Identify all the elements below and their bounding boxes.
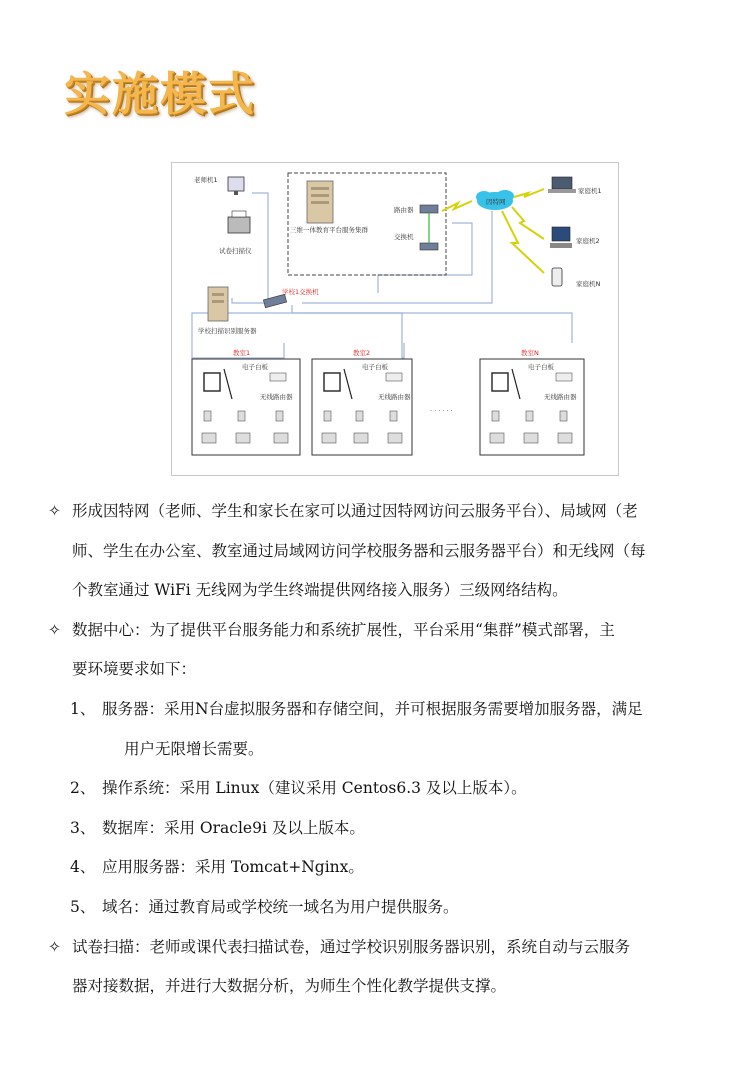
server-cluster-icon (307, 181, 333, 223)
whiteboard-label-2: 电子白板 (362, 363, 388, 371)
bullet-symbol: ✧ (48, 937, 61, 956)
wireless-label-1: 无线路由器 (260, 393, 293, 401)
switch-label: 交换机 (394, 233, 414, 241)
list-item: 3、 数据库：采用 Oracle9i 及以上版本。 (70, 818, 365, 837)
switch-icon (420, 243, 438, 250)
bullet-network: ✧ 形成因特网（老师、学生和家长在家可以通过因特网访问云服务平台）、局域网（老 师、学生在办公室、教室通过局域网访问学校服务器和云服务器平台）和无线网（每 个教室通过 WiFi 无线网为学生终端提供网络接入服务）三级网络结构。 (48, 492, 728, 611)
wireless-label-2: 无线路由器 (378, 393, 411, 401)
scanner-label: 试卷扫描仪 (219, 247, 252, 255)
list-item: 4、 应用服务器：采用 Tomcat+Nginx。 (70, 858, 364, 877)
room1-label: 教室1 (233, 349, 251, 357)
home1-label: 家庭机1 (578, 187, 602, 195)
tablet-icon (552, 268, 562, 286)
bullet-symbol: ✧ (48, 620, 61, 639)
network-diagram (171, 162, 619, 476)
scan-server-label: 学校扫描识别服务器 (198, 327, 257, 335)
bullet-scanning: ✧ 试卷扫描：老师或课代表扫描试卷，通过学校识别服务器识别，系统自动与云服务 器对接数据，并进行大数据分析，为师生个性化教学提供支撑。 (48, 928, 728, 1007)
list-item: 1、 服务器：采用N台虚拟服务器和存储空间，并可根据服务需要增加服务器，满足 用户无限增长需要。 (70, 699, 643, 758)
classroom-2 (312, 359, 412, 455)
classroom-n (480, 359, 584, 455)
home2-label: 家庭机2 (576, 237, 600, 245)
wireless-label-n: 无线路由器 (544, 393, 577, 401)
page-title: 实施模式 (64, 67, 256, 121)
room2-label: 教室2 (353, 349, 371, 357)
laptop-icon (548, 177, 576, 193)
scanner-icon (228, 211, 250, 233)
router-icon (420, 205, 438, 213)
body-text (48, 492, 728, 1007)
list-item: 5、 域名：通过教育局或学校统一域名为用户提供服务。 (70, 897, 459, 916)
school-switch-label: 学校1交换机 (282, 288, 319, 296)
teacher-pc-icon (228, 177, 244, 195)
list-item: 2、 操作系统：采用 Linux（建议采用 Centos6.3 及以上版本）。 (70, 779, 527, 798)
homeN-label: 家庭机N (576, 280, 601, 288)
whiteboard-label-n: 电子白板 (528, 363, 554, 371)
ellipsis: · · · · · · (430, 407, 453, 415)
school-switch-icon (263, 294, 286, 307)
scan-server-icon (208, 287, 228, 321)
router-label: 路由器 (394, 206, 414, 214)
desktop-icon (550, 227, 572, 248)
roomN-label: 教室N (521, 349, 539, 357)
teacher-pc-label: 老师机1 (194, 176, 218, 184)
bullet-symbol: ✧ (48, 502, 61, 520)
whiteboard-label-1: 电子白板 (242, 363, 268, 371)
bullet-datacenter: ✧ 数据中心：为了提供平台服务能力和系统扩展性，平台采用“集群”模式部署，主 要环境要求如下： (48, 611, 728, 690)
internet-label: 因特网 (486, 198, 506, 206)
classroom-1 (192, 359, 300, 455)
cluster-label: 三维一体教育平台服务集群 (290, 226, 368, 234)
